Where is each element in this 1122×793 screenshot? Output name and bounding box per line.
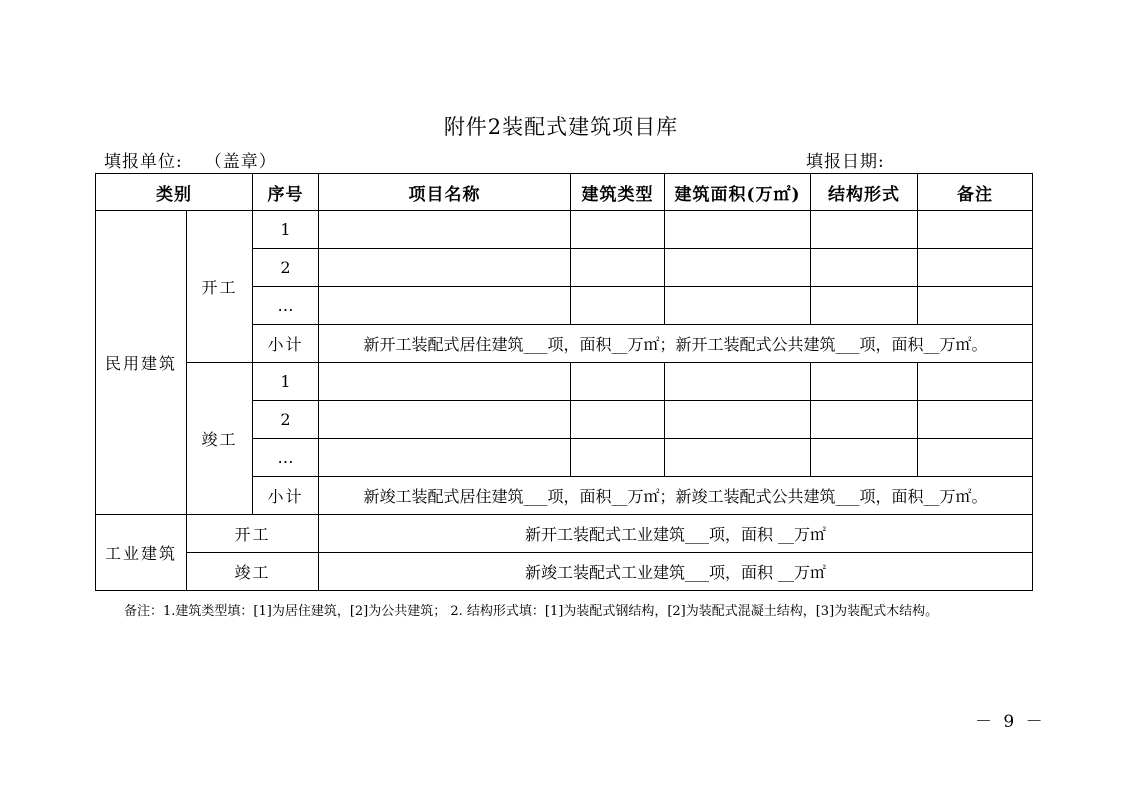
header-structure-form: 结构形式 <box>811 174 918 211</box>
civil-start-subtotal-text: 新开工装配式居住建筑___项，面积__万㎡；新开工装配式公共建筑___项，面积__万㎡。 <box>319 325 1033 363</box>
header-category: 类别 <box>96 174 253 211</box>
building-area-cell[interactable] <box>665 249 811 287</box>
fill-date-label: 填报日期: <box>806 152 885 172</box>
project-library-table <box>95 173 1033 591</box>
remarks-cell[interactable] <box>918 401 1033 439</box>
header-building-area: 建筑面积(万㎡) <box>665 174 811 211</box>
building-area-cell[interactable] <box>665 287 811 325</box>
building-area-cell[interactable] <box>665 439 811 477</box>
industrial-complete-text: 新竣工装配式工业建筑___项，面积 __万㎡ <box>319 553 1033 591</box>
industrial-complete-row <box>96 553 1033 591</box>
footnote: 备注：1.建筑类型填：[1]为居住建筑，[2]为公共建筑； 2. 结构形式填：[1]为装配式钢结构，[2]为装配式混凝土结构，[3]为装配式木结构。 <box>124 604 939 619</box>
fill-unit-line <box>104 147 277 172</box>
category-civil: 民用建筑 <box>96 211 187 515</box>
building-type-cell[interactable] <box>571 287 665 325</box>
subcategory-industrial-complete: 竣工 <box>187 553 319 591</box>
project-name-cell[interactable] <box>319 287 571 325</box>
project-name-cell[interactable] <box>319 363 571 401</box>
header-seq: 序号 <box>253 174 319 211</box>
header-row <box>96 174 1033 211</box>
header-building-type: 建筑类型 <box>571 174 665 211</box>
industrial-start-row <box>96 515 1033 553</box>
remarks-cell[interactable] <box>918 211 1033 249</box>
structure-form-cell[interactable] <box>811 363 918 401</box>
project-name-cell[interactable] <box>319 211 571 249</box>
building-area-cell[interactable] <box>665 211 811 249</box>
row-seq: 2 <box>253 401 319 439</box>
building-area-cell[interactable] <box>665 401 811 439</box>
row-seq: … <box>253 439 319 477</box>
industrial-start-text: 新开工装配式工业建筑___项，面积 __万㎡ <box>319 515 1033 553</box>
table-row <box>96 211 1033 249</box>
building-area-cell[interactable] <box>665 363 811 401</box>
row-seq: … <box>253 287 319 325</box>
project-name-cell[interactable] <box>319 439 571 477</box>
project-name-cell[interactable] <box>319 249 571 287</box>
row-seq: 2 <box>253 249 319 287</box>
structure-form-cell[interactable] <box>811 211 918 249</box>
subcategory-civil-start: 开工 <box>187 211 253 363</box>
building-type-cell[interactable] <box>571 211 665 249</box>
row-seq: 1 <box>253 363 319 401</box>
fill-unit-label: 填报单位: <box>104 152 183 172</box>
building-type-cell[interactable] <box>571 363 665 401</box>
remarks-cell[interactable] <box>918 363 1033 401</box>
page-number: － 9 － <box>975 712 1046 732</box>
building-type-cell[interactable] <box>571 439 665 477</box>
structure-form-cell[interactable] <box>811 401 918 439</box>
category-industrial: 工业建筑 <box>96 515 187 591</box>
row-seq: 1 <box>253 211 319 249</box>
subcategory-civil-complete: 竣工 <box>187 363 253 515</box>
remarks-cell[interactable] <box>918 249 1033 287</box>
project-name-cell[interactable] <box>319 401 571 439</box>
header-remarks: 备注 <box>918 174 1033 211</box>
header-project-name: 项目名称 <box>319 174 571 211</box>
table-row <box>96 363 1033 401</box>
document-title: 附件2装配式建筑项目库 <box>443 115 679 139</box>
building-type-cell[interactable] <box>571 249 665 287</box>
subtotal-label: 小计 <box>253 325 319 363</box>
structure-form-cell[interactable] <box>811 249 918 287</box>
structure-form-cell[interactable] <box>811 439 918 477</box>
subtotal-label: 小计 <box>253 477 319 515</box>
seal-label: （盖章） <box>204 152 277 172</box>
civil-complete-subtotal-text: 新竣工装配式居住建筑___项，面积__万㎡；新竣工装配式公共建筑___项，面积__万㎡。 <box>319 477 1033 515</box>
subcategory-industrial-start: 开工 <box>187 515 319 553</box>
building-type-cell[interactable] <box>571 401 665 439</box>
remarks-cell[interactable] <box>918 439 1033 477</box>
remarks-cell[interactable] <box>918 287 1033 325</box>
structure-form-cell[interactable] <box>811 287 918 325</box>
